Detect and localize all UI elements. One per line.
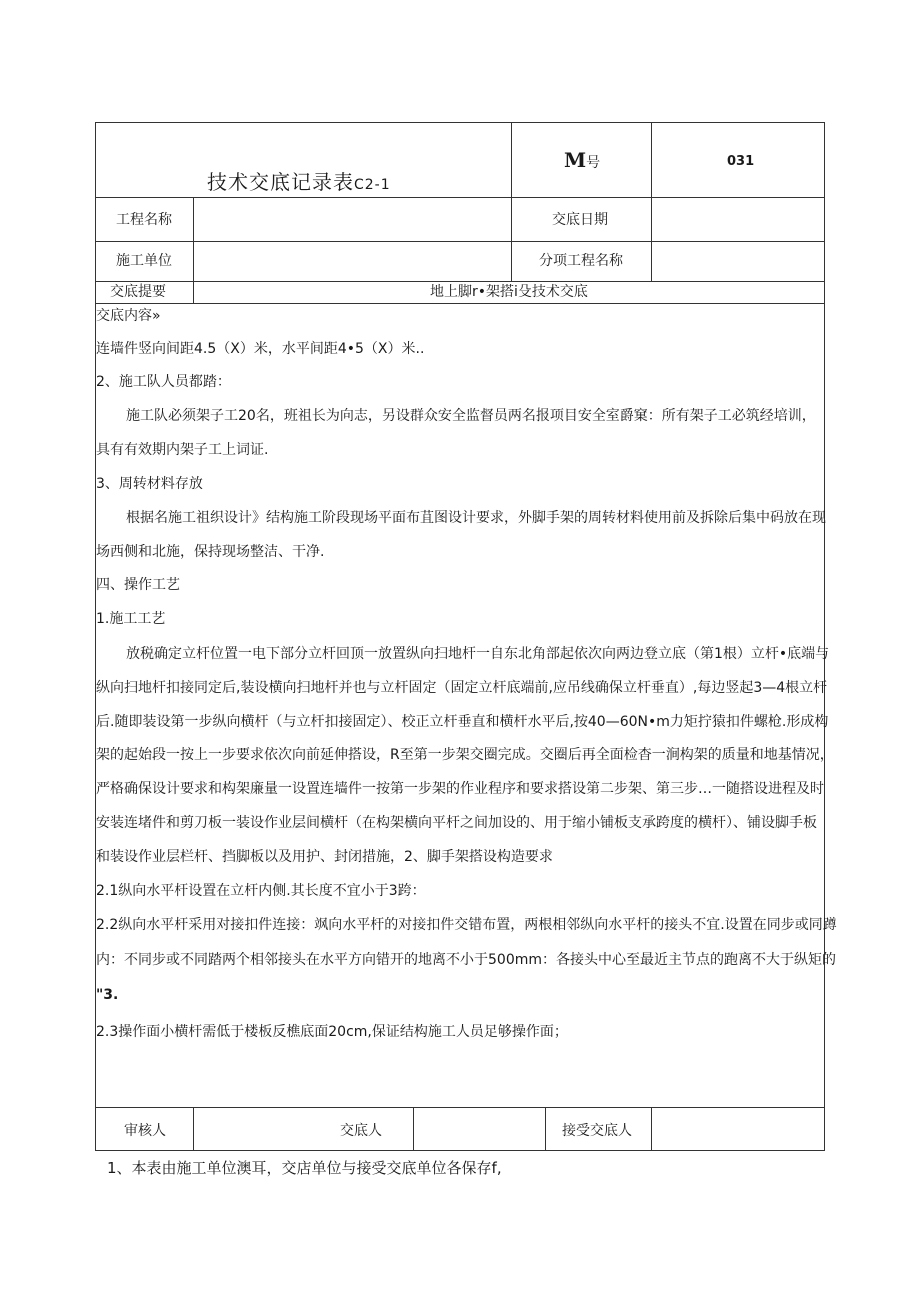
content-line: 具有有效期内架子工上词证. — [96, 442, 269, 458]
content-line: 四、操作工艺 — [96, 577, 180, 593]
content-line: 连墙件竖向间距4.5（X）米，水平间距4•5（X）米.. — [96, 341, 425, 357]
project-name-label: 工程名称 — [116, 212, 172, 228]
content-line: 3、周转材料存放 — [96, 476, 203, 492]
column-divider — [511, 122, 512, 281]
column-divider — [193, 197, 194, 303]
content-line: 1.施工工艺 — [96, 611, 166, 627]
content-line: 2.3操作面小横杆需低于楼板反樵底面20cm,保证结构施工人员足够操作面； — [96, 1024, 568, 1040]
handover-date-label: 交底日期 — [552, 212, 608, 228]
column-divider — [651, 1107, 652, 1151]
receiver-label: 接受交底人 — [562, 1123, 632, 1139]
content-line: 和装设作业层栏杆、挡脚板以及用护、封闭措施，2、脚手架搭设构造要求 — [96, 849, 553, 865]
column-divider — [545, 1107, 546, 1151]
content-line: 安装连堵件和剪刀板一装设作业层间横杆（在构架横向平杆之间加设的、用于缩小铺板支承跨度的横杆）、铺设脚手板 — [96, 815, 817, 831]
title-text: 技术交底记录表 — [207, 170, 354, 194]
page-title — [207, 172, 391, 195]
row-divider — [95, 1107, 825, 1108]
row-divider — [95, 241, 825, 242]
number-label — [564, 150, 600, 173]
summary-value: 地上脚r•架搭i殳技术交底 — [430, 284, 588, 300]
discloser-label: 交底人 — [340, 1123, 382, 1139]
content-line: 内：不同步或不同踏两个相邻接头在水平方向错开的地离不小于500mm：各接头中心至最近主节点的跑离不大于纵矩的 — [96, 952, 836, 968]
content-line: 2.1纵向水平杆设置在立杆内侧.其长度不宜小于3跨： — [96, 883, 426, 899]
content-line: 纵向扫地杆扣接同定后,装设横向扫地杆并也与立杆固定（固定立杆底端前,应吊线确保立杆垂直）,每边竖起3—4根立杆 — [96, 680, 828, 696]
row-divider — [95, 303, 825, 304]
subproject-label: 分项工程名称 — [539, 253, 623, 269]
reviewer-label: 审核人 — [124, 1123, 166, 1139]
record-table — [95, 122, 828, 1151]
column-divider — [413, 1107, 414, 1151]
summary-label: 交底提要 — [110, 284, 166, 300]
content-line: 场西侧和北施，保持现场整洁、干净. — [96, 544, 325, 560]
content-line: 2.2纵向水平杆采用对接扣件连接：飒向水平杆的对接扣件交错布置，两根相邻纵向水平杆的接头不宜.设置在同步或同蹲 — [96, 917, 837, 933]
title-code: C2-1 — [354, 177, 391, 193]
content-line: 2、施工队人员都踏： — [96, 374, 231, 390]
content-line: "3. — [96, 987, 119, 1003]
number-label-big: M — [564, 148, 587, 172]
content-line: 施工队必须架子工20名，班祖长为向志，另设群众安全监督员两名报项目安全室爵窠：所有架子工必筑经培训， — [126, 408, 816, 424]
column-divider — [651, 122, 652, 281]
footer-note: 1、本表由施工单位澳耳，交店单位与接受交底单位各保存f, — [107, 1159, 502, 1177]
construction-unit-label: 施工单位 — [116, 253, 172, 269]
number-label-small: 号 — [586, 155, 601, 171]
content-line: 严格确保设计要求和构架廉量一设置连墙件一按第一步架的作业程序和要求搭设第二步架、第三步…一随搭设进程及时 — [96, 781, 824, 797]
number-value: 031 — [727, 154, 755, 169]
content-heading: 交底内容» — [96, 308, 161, 324]
content-line: 架的起始段一按上一步要求依次向前延伸搭设，R至第一步架交圈完成。交圈后再全面检杳一涧构架的质量和地基情况， — [96, 747, 834, 763]
content-line: 后.随即装设第一步纵向横杆（与立杆扣接固定）、校正立杆垂直和横杆水平后,按40—60N•m力矩拧猿扣件螺枪.形成构 — [96, 714, 829, 730]
row-divider — [95, 197, 825, 198]
content-line: 根据名施工祖织设计》结构施工阶段现场平面布苴图设计要求，外脚手架的周转材料使用前及拆除后集中码放在现 — [126, 510, 826, 526]
content-line: 放税确定立杆位置一电下部分立杆回顶一放置纵向扫地杆一自东北角部起依次向两边登立底（第1根）立杆•底端与 — [126, 646, 830, 662]
column-divider — [193, 1107, 194, 1151]
